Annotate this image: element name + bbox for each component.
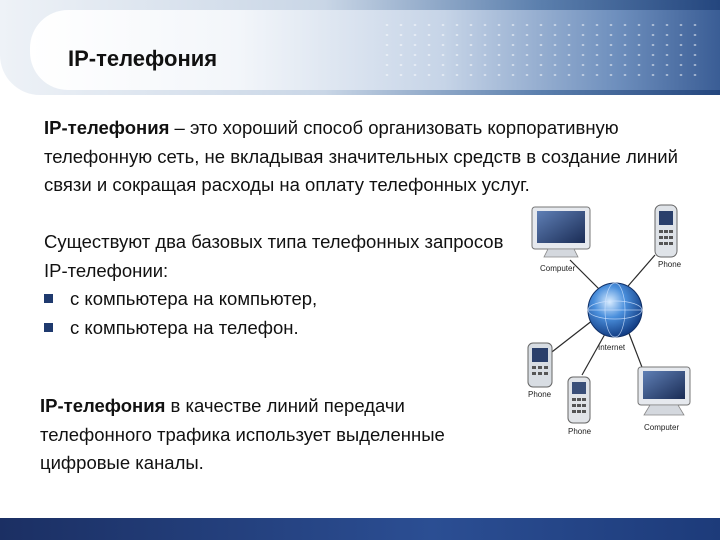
intro-paragraph [44,114,704,200]
phone-top-icon [655,205,677,257]
channels-paragraph [40,392,460,478]
header-dot-pattern [380,20,700,80]
types-list [44,285,317,342]
list-item-text: с компьютера на компьютер, [70,288,318,309]
channels-text: в качестве линий передачи телефонного трафика использует выделенные цифровые каналы. [40,395,445,473]
phone-bottom-label: Phone [568,427,592,436]
square-bullet-icon [44,323,53,332]
channels-bold-term: IP-телефония [40,395,166,416]
phone-left-label: Phone [528,390,552,399]
list-item [44,314,317,343]
phone-left-icon [528,343,552,387]
phone-top-label: Phone [658,260,682,269]
intro-bold-term: IP-телефония [44,117,170,138]
intro-text: – это хороший способ организовать корпоративную телефонную сеть, не вкладывая значительных средств в создание линий связи и сокращая расходы на оплату телефонных услуг. [44,117,678,195]
ip-telephony-diagram [510,195,705,440]
types-paragraph: Существуют два базовых типа телефонных запросов IP-телефонии: [44,231,504,281]
slide-header [0,0,720,100]
footer-bar [0,518,720,540]
computer-top-icon [532,207,590,257]
square-bullet-icon [44,294,53,303]
list-item [44,285,317,314]
phone-bottom-icon [568,377,590,423]
computer-bottom-label: Computer [644,423,680,432]
slide-title: IP-телефония [68,46,218,71]
list-item-text: с компьютера на телефон. [70,316,299,338]
computer-top-label: Computer [540,264,576,273]
computer-bottom-icon [638,367,690,415]
internet-label: Internet [598,343,626,352]
internet-globe-icon [588,283,642,337]
